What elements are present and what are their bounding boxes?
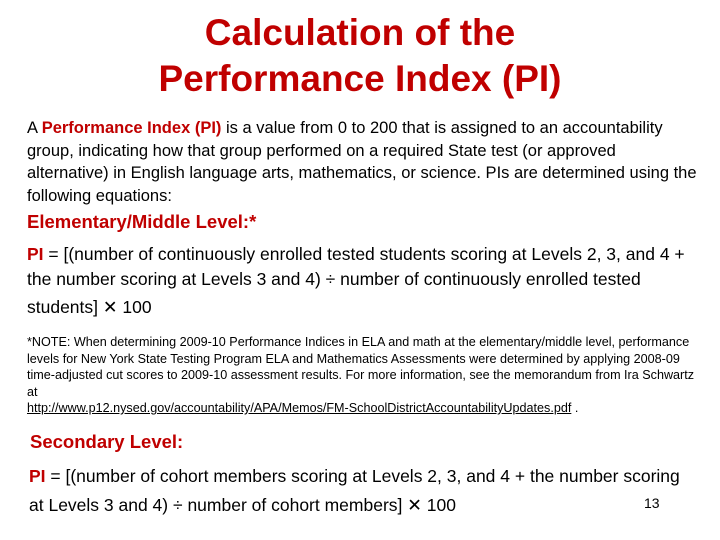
secondary-formula-line-2: at Levels 3 and 4) ÷ number of cohort members] ✕ 100 (29, 495, 456, 515)
elementary-line-1-text: = [(number of continuously enrolled tested students scoring at Levels 2, 3, and 4 + (43, 244, 685, 264)
secondary-pi-label: PI (29, 466, 46, 486)
secondary-heading: Secondary Level: (30, 431, 184, 452)
elementary-formula-line-1 (27, 242, 712, 267)
note-tail: . (571, 401, 579, 415)
note-paragraph (27, 334, 697, 417)
elementary-formula (27, 242, 712, 320)
note-text: *NOTE: When determining 2009-10 Performance Indices in ELA and math at the elementary/middle level, performance levels for New York State Testing Program ELA and Mathematics Assessments were determined by applying 2008-09 time-adjusted cut scores to 2009-10 assessment results. For more information, see the memorandum from Ira Schwartz at (27, 335, 695, 399)
elementary-formula-line-3: students] ✕ 100 (27, 297, 152, 317)
title-line-1: Calculation of the (204, 12, 516, 53)
intro-paragraph (27, 117, 699, 207)
page-title (0, 10, 720, 102)
elementary-pi-label: PI (27, 244, 44, 264)
elementary-formula-line-2: the number scoring at Levels 3 and 4) ÷ number of continuously enrolled tested (27, 269, 641, 289)
title-line-2: Performance Index (PI) (158, 58, 562, 99)
intro-lead: A (27, 119, 42, 137)
memorandum-link[interactable]: http://www.p12.nysed.gov/accountability/APA/Memos/FM-SchoolDistrictAccountabilityUpdates.pdf (27, 401, 572, 415)
page-number: 13 (644, 495, 660, 511)
secondary-formula-line-1 (29, 464, 714, 489)
intro-term: Performance Index (PI) (41, 119, 222, 137)
secondary-formula (29, 464, 714, 518)
intro-rest: is a value from 0 to 200 that is assigned to an accountability group, indicating how that group performed on a required State test (or approved alternative) in English language arts, mathematics, or science. PIs are determined using the following equations: (27, 119, 697, 205)
secondary-line-1-text: = [(number of cohort members scoring at Levels 2, 3, and 4 + the number scoring (45, 466, 680, 486)
elementary-heading: Elementary/Middle Level:* (27, 211, 257, 232)
